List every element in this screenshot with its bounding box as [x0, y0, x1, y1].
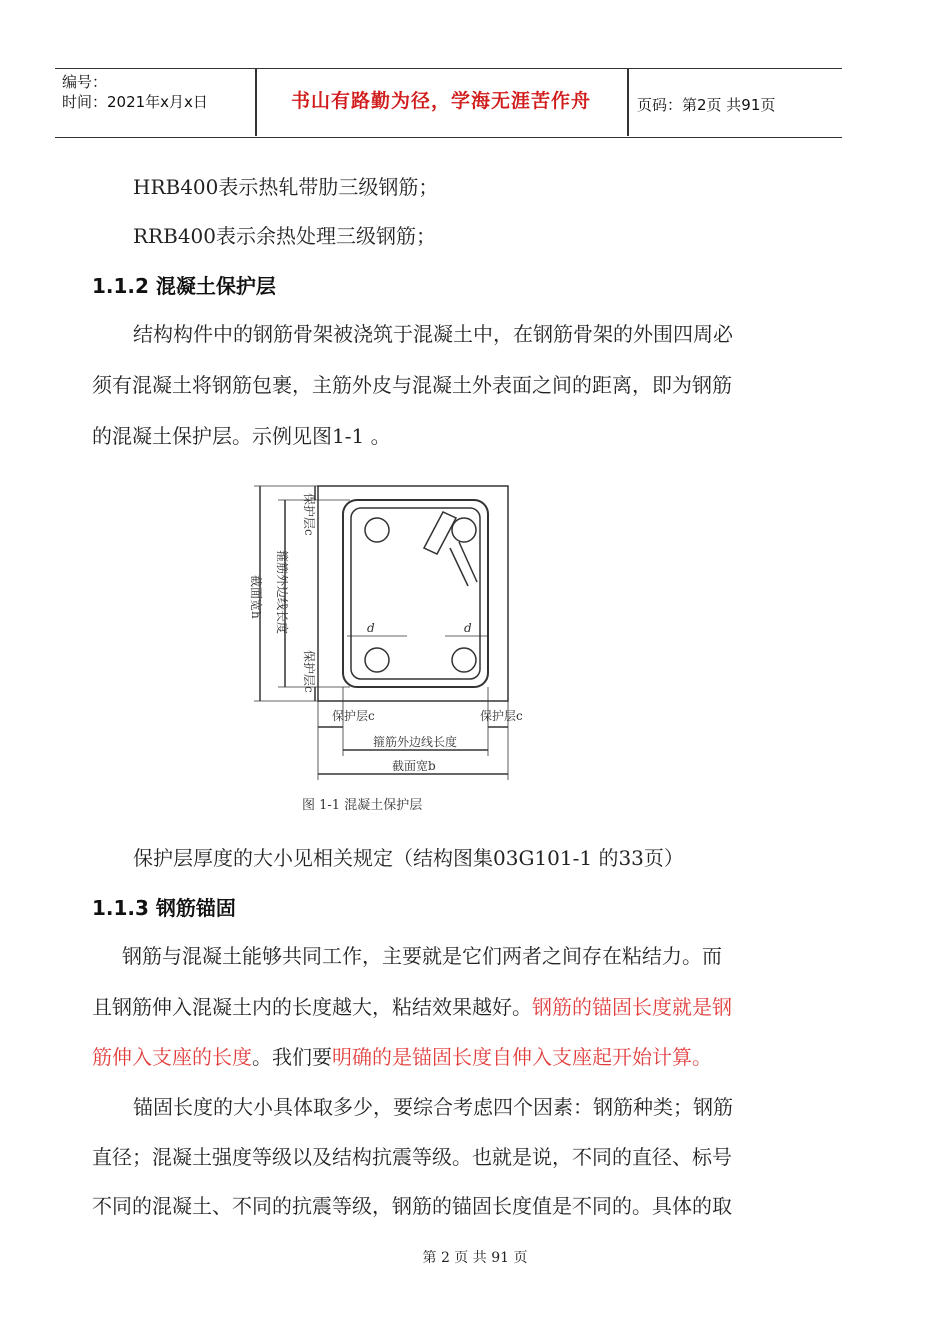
- label-cover-right: 保护层c: [480, 709, 523, 723]
- label-stirrup-horizontal: 箍筋外边线长度: [373, 735, 458, 749]
- label-cover-bottom: 保护层c: [302, 650, 316, 693]
- section-heading: 1.1.2 混凝土保护层: [92, 274, 276, 298]
- highlighted-text: 筋伸入支座的长度: [92, 1045, 252, 1069]
- header-divider: [627, 68, 629, 136]
- body-line: 保护层厚度的大小见相关规定（结构图集03G101-1 的33页）: [133, 846, 684, 870]
- label-section-height: 截面宽h: [249, 575, 263, 619]
- label-stirrup-vertical: 箍筋外边线长度: [275, 550, 289, 635]
- label-d-right: d: [464, 621, 472, 635]
- document-number-label: 编号：: [62, 73, 108, 91]
- paragraph-line: 结构构件中的钢筋骨架被浇筑于混凝土中，在钢筋骨架的外围四周必: [133, 322, 733, 346]
- concrete-cover-figure: [230, 470, 560, 820]
- highlighted-text: 钢筋的锚固长度就是钢: [532, 995, 732, 1019]
- cover-diagram: [230, 470, 560, 820]
- header-page-number: 页码：第2页 共91页: [637, 96, 776, 114]
- footer-page-number: 第 2 页 共 91 页: [422, 1250, 528, 1266]
- highlighted-text: 明确的是锚固长度自伸入支座起开始计算。: [332, 1045, 712, 1069]
- label-section-width: 截面宽b: [392, 759, 436, 773]
- document-time-label: 时间：2021年x月x日: [62, 93, 208, 111]
- paragraph-line: 钢筋与混凝土能够共同工作，主要就是它们两者之间存在粘结力。而: [122, 944, 722, 968]
- paragraph-line: 的混凝土保护层。示例见图1-1 。: [92, 424, 391, 448]
- header-motto: 书山有路勤为径，学海无涯苦作舟: [290, 90, 591, 112]
- label-d-left: d: [367, 621, 375, 635]
- header-meta: [62, 72, 208, 112]
- paragraph-line: [92, 1045, 712, 1069]
- paragraph-line: 不同的混凝土、不同的抗震等级，钢筋的锚固长度值是不同的。具体的取: [92, 1194, 732, 1218]
- label-cover-left: 保护层c: [332, 709, 375, 723]
- paragraph-line: [92, 995, 732, 1019]
- paragraph-text: 。我们要: [252, 1045, 332, 1069]
- body-line: RRB400表示余热处理三级钢筋；: [133, 224, 436, 248]
- label-cover-top: 保护层c: [302, 493, 316, 536]
- paragraph-line: 须有混凝土将钢筋包裹，主筋外皮与混凝土外表面之间的距离，即为钢筋: [92, 373, 732, 397]
- paragraph-text: 且钢筋伸入混凝土内的长度越大，粘结效果越好。: [92, 995, 532, 1019]
- figure-caption: 图 1-1 混凝土保护层: [302, 798, 423, 813]
- paragraph-line: 锚固长度的大小具体取多少，要综合考虑四个因素：钢筋种类；钢筋: [133, 1095, 733, 1119]
- paragraph-line: 直径；混凝土强度等级以及结构抗震等级。也就是说，不同的直径、标号: [92, 1145, 732, 1169]
- body-line: HRB400表示热轧带肋三级钢筋；: [133, 175, 439, 199]
- section-heading: 1.1.3 钢筋锚固: [92, 896, 236, 920]
